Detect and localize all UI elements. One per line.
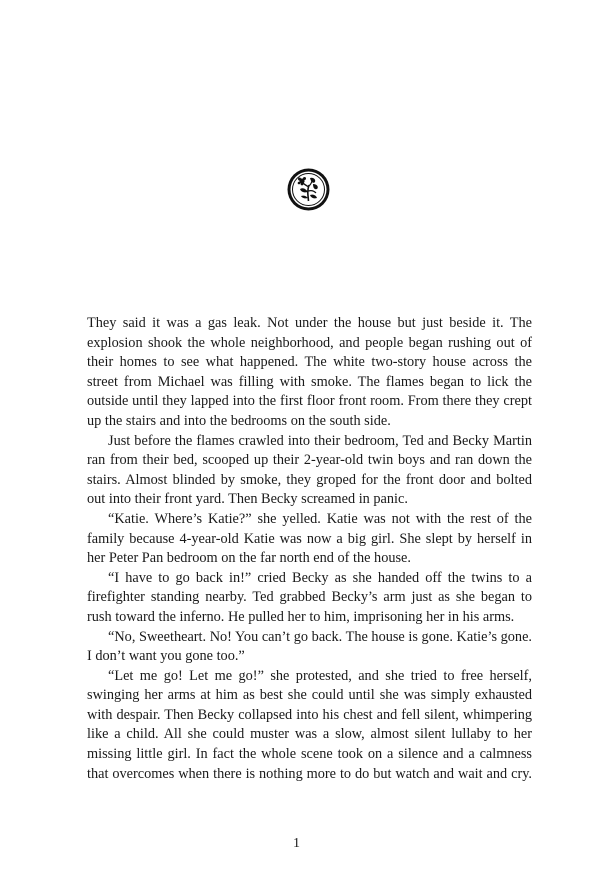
paragraph: “Let me go! Let me go!” she protested, and she tried to free herself, swinging her arms at him as best she could until she was simply exhausted with despair. Then Becky collapsed into his chest and fell silent, whimpering like a child. All she could muster was a slow, almost silent lullaby to her missing little girl. In fact the whole scene took on a silence and a calmness that overcomes when there is nothing more to do but watch and wait and cry. bbox=[87, 667, 532, 782]
paragraph: They said it was a gas leak. Not under the house but just beside it. The explosion shook the whole neighborhood, and people began rushing out of their homes to see what happened. The white two-story house across the street from Michael was filling with smoke. The flames began to lick the outside until they lapped into the first floor front room. From there they crept up the stairs and into the bedrooms on the south side. bbox=[87, 315, 532, 429]
paragraph: Just before the flames crawled into their bedroom, Ted and Becky Martin ran from their bed, scooped up their 2-year-old twin boys and ran down the stairs. Almost blinded by smoke, they groped for the front door and bolted out into their front yard. Then Becky screamed in panic. bbox=[87, 432, 532, 508]
paragraph: “No, Sweetheart. No! You can’t go back. The house is gone. Katie’s gone. I don’t want you gone too.” bbox=[87, 628, 532, 665]
page-number: 1 bbox=[293, 836, 300, 851]
floral-medallion-icon bbox=[286, 167, 331, 212]
body-text bbox=[87, 314, 532, 784]
paragraph: “Katie. Where’s Katie?” she yelled. Katie was not with the rest of the family because 4-year-old Katie was now a big girl. She slept by herself in her Peter Pan bedroom on the far north end of the house. bbox=[87, 510, 532, 567]
paragraph: “I have to go back in!” cried Becky as she handed off the twins to a firefighter standing nearby. Ted grabbed Becky’s arm just as she began to rush toward the inferno. He pulled her to him, imprisoning her in his arms. bbox=[87, 569, 532, 625]
